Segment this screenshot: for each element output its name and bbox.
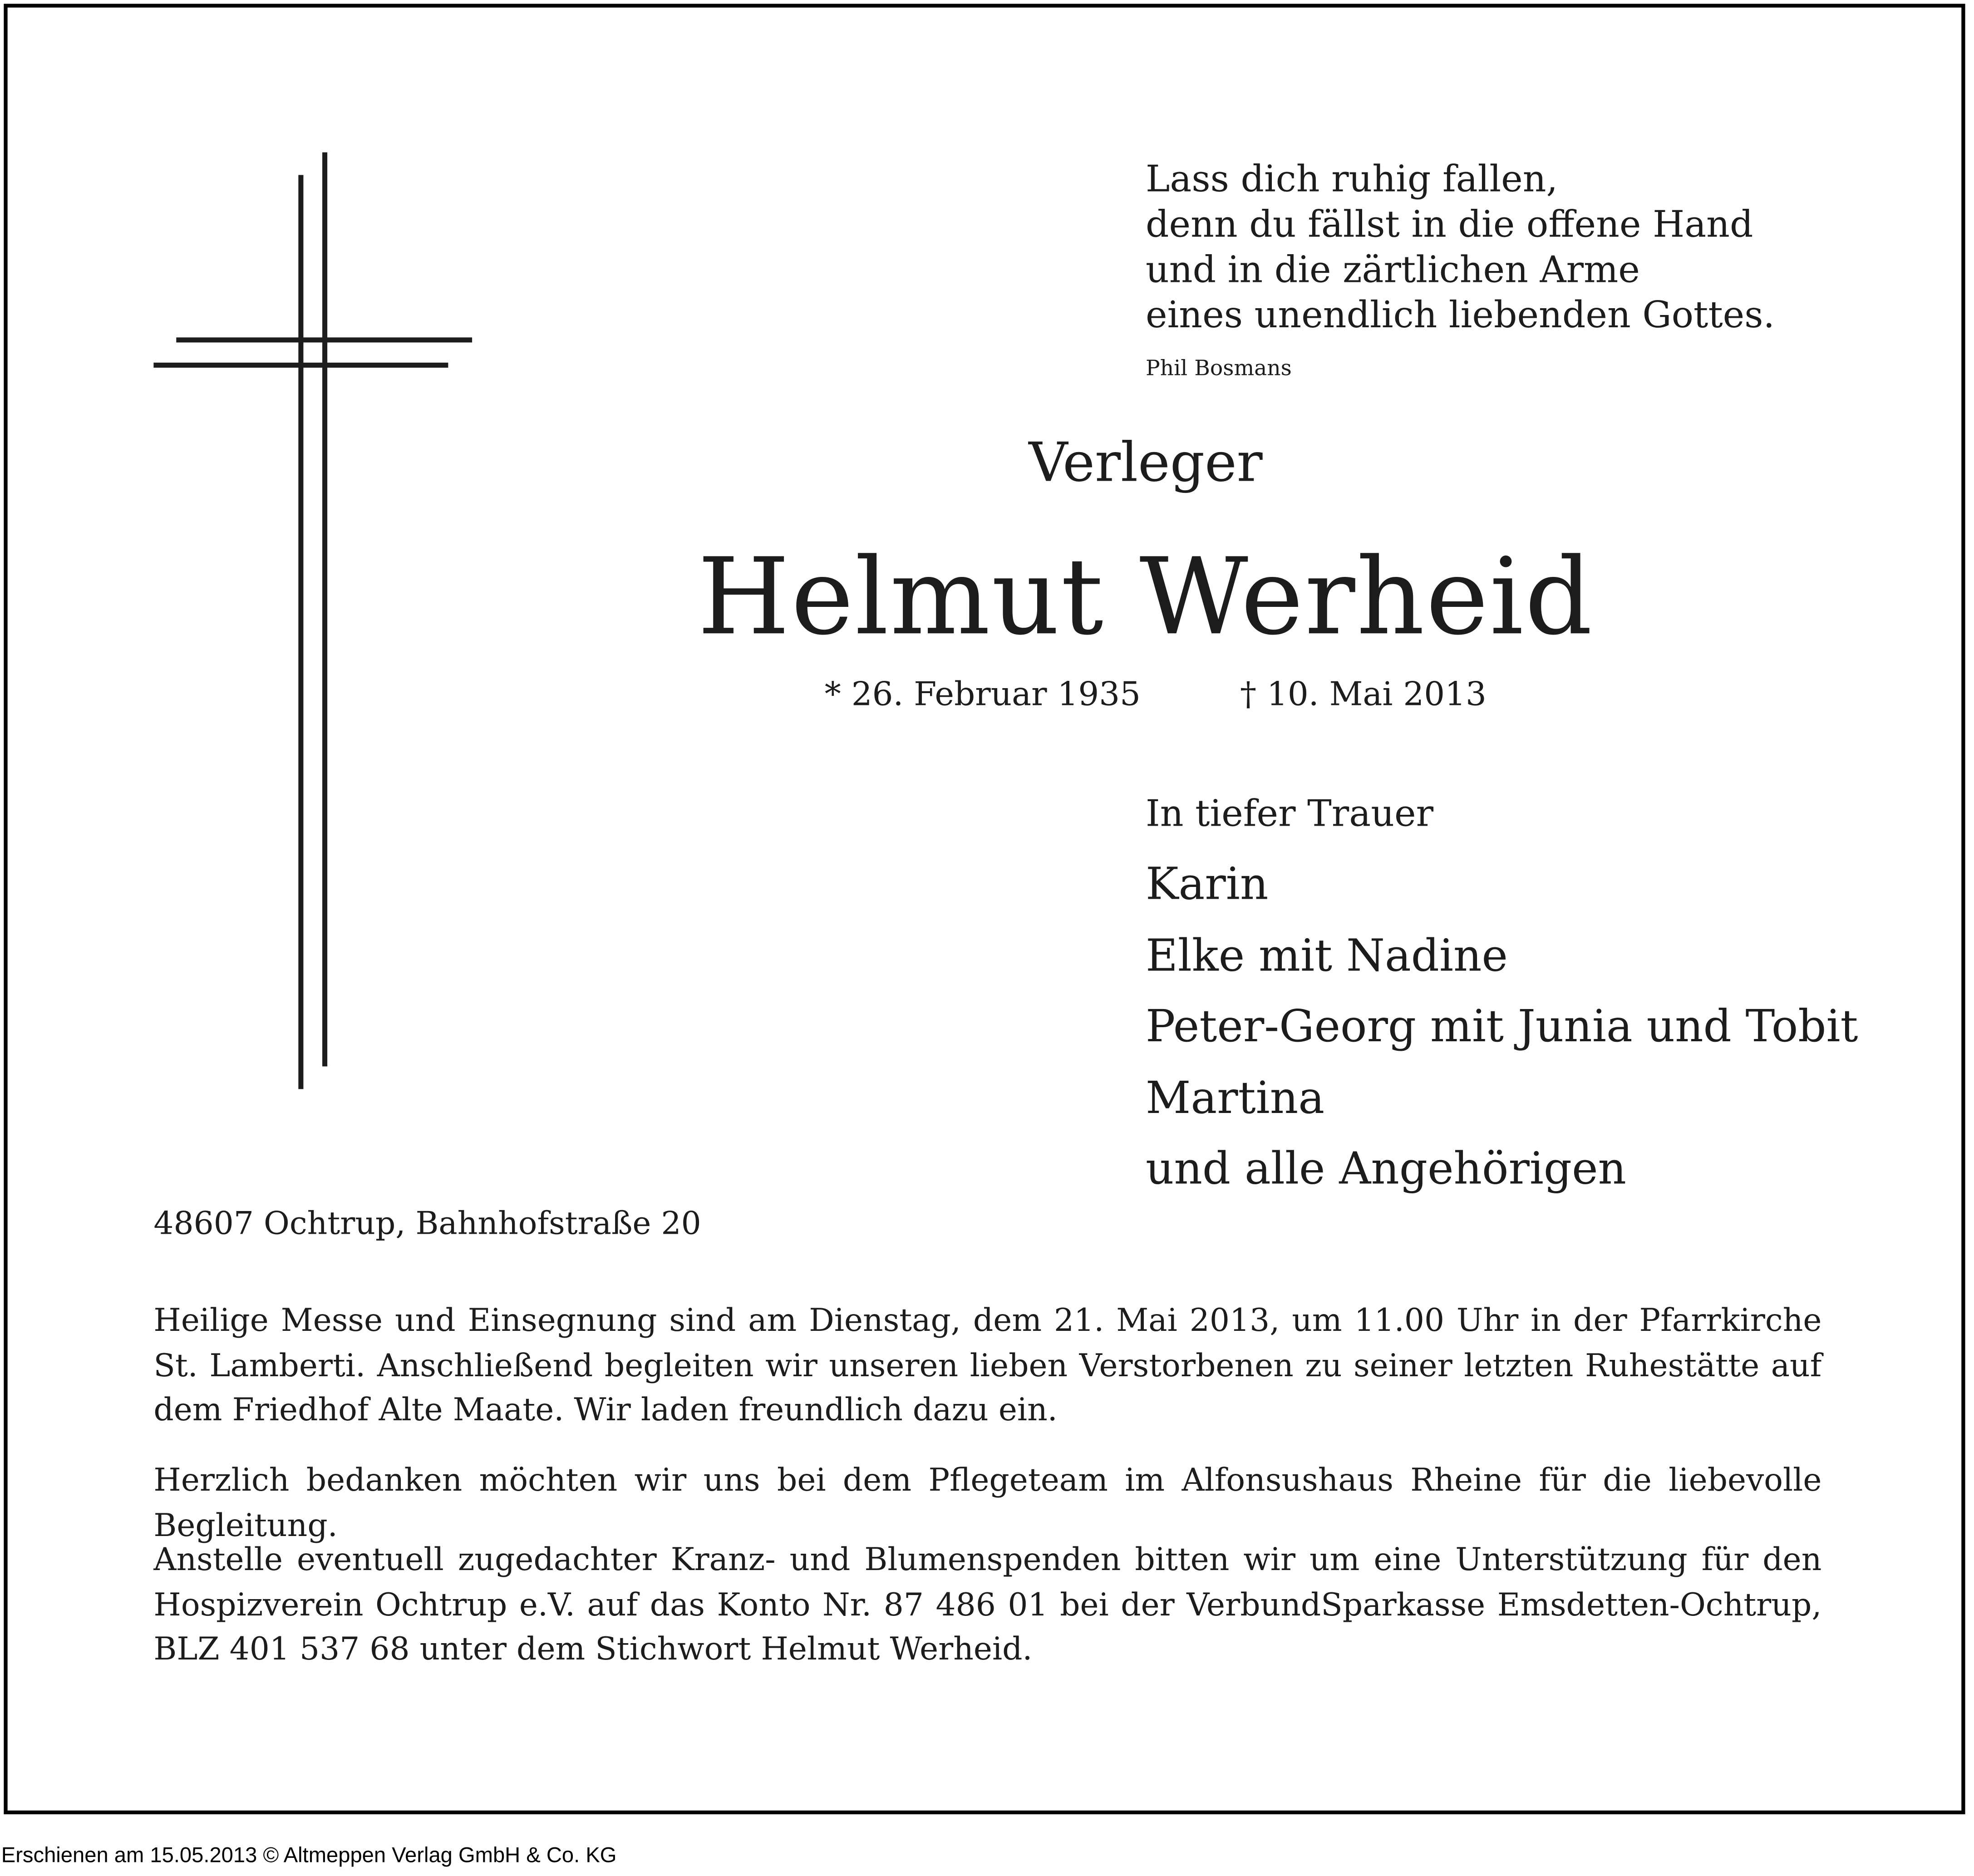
deceased-name: Helmut Werheid (697, 535, 1594, 659)
poem-author: Phil Bosmans (1145, 356, 1292, 382)
deceased-role: Verleger (1029, 432, 1263, 495)
mourner-name: und alle Angehörigen (1145, 1144, 1627, 1195)
poem (1146, 156, 1775, 337)
donation-paragraph: Anstelle eventuell zugedachter Kranz- und Blumenspenden bitten wir um eine Unterstützung für den Hospizverein Ochtrup e.V. auf das Konto Nr. 87 486 01 bei der VerbundSparkasse Emsdetten-Ochtrup, BLZ 401 537 68 unter dem Stichwort Helmut Werheid. (153, 1541, 1822, 1667)
family-address: 48607 Ochtrup, Bahnhofstraße 20 (153, 1205, 701, 1241)
thanks-paragraph: Herzlich bedanken möchten wir uns bei dem Pflegeteam im Alfonsushaus Rheine für die liebevolle Begleitung. (153, 1462, 1822, 1543)
poem-line: und in die zärtlichen Arme (1145, 248, 1640, 291)
birth-date: * 26. Februar 1935 (824, 676, 1141, 714)
mourner-name: Peter-Georg mit Junia und Tobit (1145, 1002, 1858, 1053)
mourners-list (1146, 850, 1858, 1206)
poem-line: denn du fällst in die offene Hand (1145, 202, 1753, 246)
poem-line: eines unendlich liebenden Gottes. (1145, 293, 1775, 336)
mourning-intro: In tiefer Trauer (1145, 792, 1434, 835)
publication-footer: Erschienen am 15.05.2013 © Altmeppen Verlag GmbH & Co. KG (1, 1843, 617, 1867)
service-paragraph: Heilige Messe und Einsegnung sind am Dienstag, dem 21. Mai 2013, um 11.00 Uhr in der Pfarrkirche St. Lamberti. Anschließend begleiten wir unseren lieben Verstorbenen zu seiner letzten Ruhestätte auf dem Friedhof Alte Maate. Wir laden freundlich dazu ein. (153, 1302, 1822, 1428)
death-date: † 10. Mai 2013 (1240, 676, 1487, 714)
mourner-name: Elke mit Nadine (1145, 931, 1508, 982)
poem-line: Lass dich ruhig fallen, (1145, 157, 1558, 201)
mourner-name: Karin (1145, 860, 1269, 911)
mourner-name: Martina (1145, 1073, 1325, 1124)
